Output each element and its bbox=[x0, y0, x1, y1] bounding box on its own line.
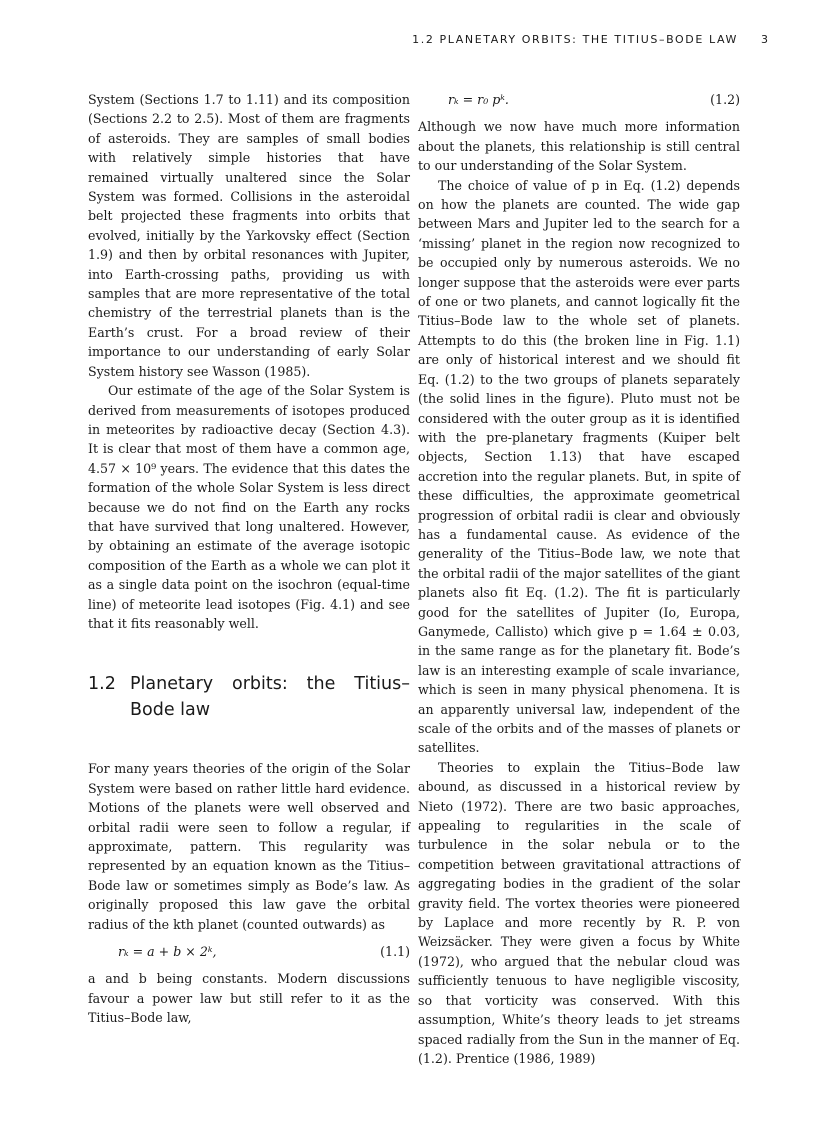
equation-number: (1.2) bbox=[710, 92, 740, 107]
running-header bbox=[0, 33, 816, 51]
equation-number: (1.1) bbox=[380, 944, 410, 960]
equation-expression: rₖ = a + b × 2ᵏ, bbox=[118, 944, 217, 960]
section-title: Planetary orbits: the Titius–Bode law bbox=[130, 674, 410, 721]
equation-1-2 bbox=[418, 90, 740, 109]
paragraph: System (Sections 1.7 to 1.11) and its composition (Sections 2.2 to 2.5). Most of them are fragments of asteroids. They are samples of small bodies with relatively simple histories that have remained virtually unaltered since the Solar System was formed. Collisions in the asteroidal belt projected these fragments into orbits that evolved, initially by the Yarkovsky effect (Section 1.9) and then by orbital resonances with Jupiter, into Earth-crossing paths, providing us with samples that are more representative of the total chemistry of the terrestrial planets than is the Earth’s crust. For a broad review of their importance to our understanding of early Solar System history see Wasson (1985). bbox=[88, 92, 410, 379]
paragraph: a and b being constants. Modern discussions favour a power law but still refer to it as the Titius–Bode law, bbox=[88, 971, 410, 1026]
left-column bbox=[88, 90, 410, 1028]
page-number: 3 bbox=[761, 33, 768, 46]
right-column bbox=[418, 90, 740, 1068]
equation-1-1 bbox=[88, 942, 410, 961]
section-heading bbox=[88, 671, 410, 723]
paragraph: Our estimate of the age of the Solar System is derived from measurements of isotopes produced in meteorites by radioactive decay (Section 4.3). It is clear that most of them have a common age, 4.57 × 10⁹ years. The evidence that this dates the formation of the whole Solar System is less direct because we do not find on the Earth any rocks that have survived that long unaltered. However, by obtaining an estimate of the average isotopic composition of the Earth as a whole we can plot it as a single data point on the isochron (equal-time line) of meteorite lead isotopes (Fig. 4.1) and see that it fits reasonably well. bbox=[88, 383, 410, 631]
equation-expression: rₖ = r₀ pᵏ. bbox=[448, 92, 509, 107]
paragraph: The choice of value of p in Eq. (1.2) depends on how the planets are counted. The wide gap between Mars and Jupiter led to the search for a ‘missing’ planet in the region now recognized to be occupied only by numerous asteroids. We no longer suppose that the asteroids were ever parts of one or two planets, and cannot logically fit the Titius–Bode law to the whole set of planets. Attempts to do this (the broken line in Fig. 1.1) are only of historical interest and we should fit Eq. (1.2) to the two groups of planets separately (the solid lines in the figure). Pluto must not be considered with the outer group as it is identified with the pre-planetary fragments (Kuiper belt objects, Section 1.13) that have escaped accretion into the regular planets. But, in spite of these difficulties, the approximate geometrical progression of orbital radii is clear and obviously has a fundamental cause. As evidence of the generality of the Titius–Bode law, we note that the orbital radii of the major satellites of the giant planets also fit Eq. (1.2). The fit is particularly good for the satellites of Jupiter (Io, Europa, Ganymede, Callisto) which give p = 1.64 ± 0.03, in the same range as for the planetary fit. Bode’s law is an interesting example of scale invariance, which is seen in many physical phenomena. It is an apparently universal law, independent of the scale of the orbits and of the masses of planets or satellites. bbox=[418, 177, 740, 756]
paragraph: Although we now have much more information about the planets, this relationship is still central to our understanding of the Solar System. bbox=[418, 119, 740, 174]
paragraph: Theories to explain the Titius–Bode law abound, as discussed in a historical review by Nieto (1972). There are two basic approaches, appealing to regularities in the scale of turbulence in the solar nebula or to the competition between gravitational attractions of aggregating bodies in the gradient of the solar gravity field. The vortex theories were pioneered by Laplace and more recently by R. P. von Weizsäcker. They were given a focus by White (1972), who argued that the nebular cloud was sufficiently tenuous to have negligible viscosity, so that vorticity was conserved. With this assumption, White’s theory leads to jet streams spaced radially from the Sun in the manner of Eq. (1.2). Prentice (1986, 1989) bbox=[418, 759, 740, 1066]
section-number: 1.2 bbox=[88, 674, 116, 695]
running-title: 1.2 PLANETARY ORBITS: THE TITIUS–BODE LAW bbox=[412, 33, 738, 46]
paragraph: For many years theories of the origin of the Solar System were based on rather little hard evidence. Motions of the planets were well observed and orbital radii were seen to follow a regular, if approximate, pattern. This regularity was represented by an equation known as the Titius–Bode law or sometimes simply as Bode’s law. As originally proposed this law gave the orbital radius of the kth planet (counted outwards) as bbox=[88, 761, 410, 932]
